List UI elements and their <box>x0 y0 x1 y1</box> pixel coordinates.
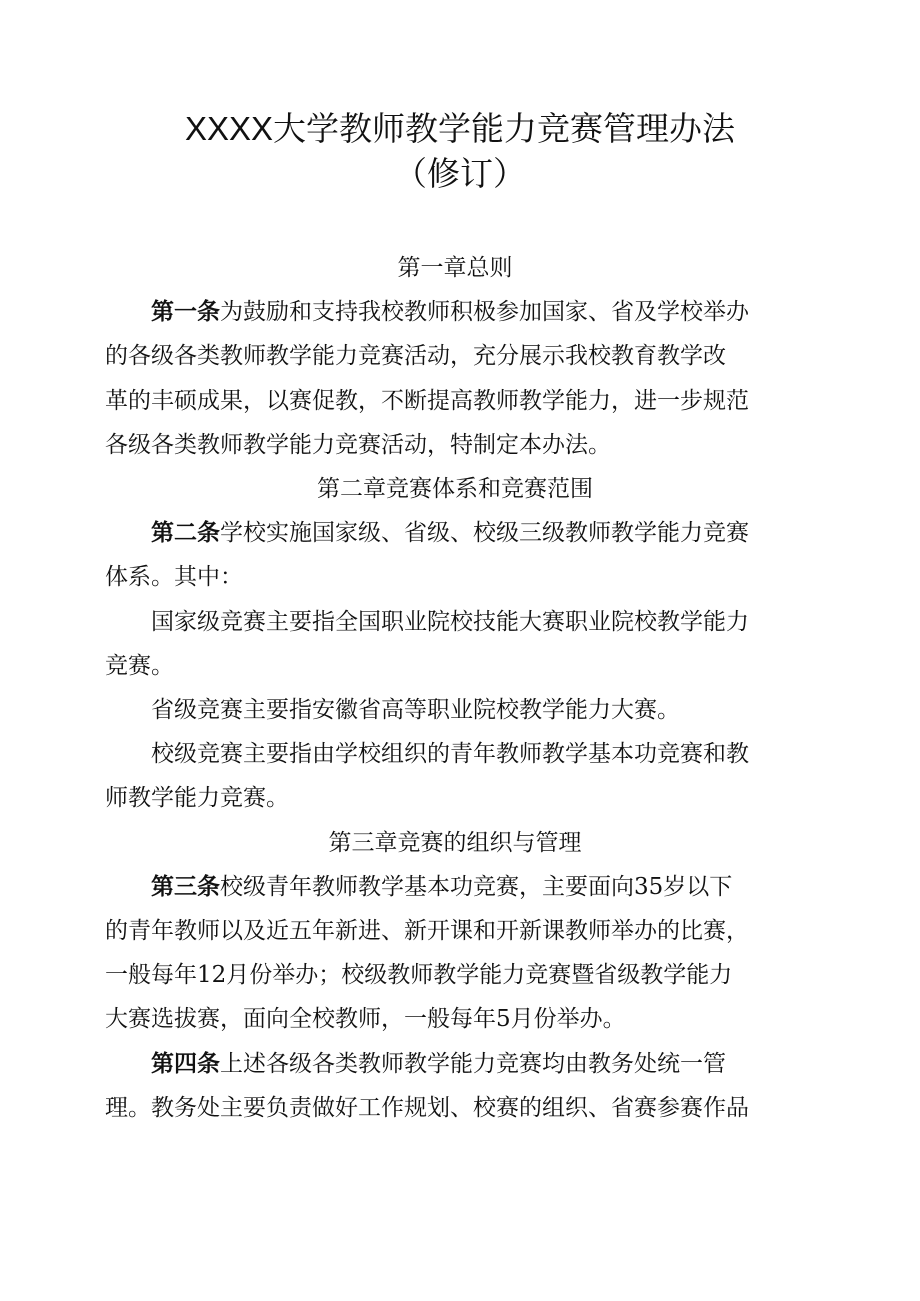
document-subtitle: （修订） <box>394 155 526 192</box>
article-label: 第四条 <box>151 1050 220 1077</box>
chapter-heading-1: 第一章总则 <box>397 255 513 281</box>
article-1 <box>105 290 805 334</box>
document-body <box>105 246 805 1130</box>
article-label: 第二条 <box>151 520 220 547</box>
document-title: XXXX大学教师教学能力竞赛管理办法 <box>184 110 736 147</box>
paragraph-text: 竞赛。 <box>105 652 174 679</box>
article-label: 第三条 <box>151 873 220 900</box>
article-2 <box>105 511 805 555</box>
article-4 <box>105 1042 805 1086</box>
article-text: 体系。其中： <box>105 564 243 591</box>
article-text: 大赛选拔赛，面向全校教师，一般每年5月份举办。 <box>105 1006 626 1033</box>
article-text: 各级各类教师教学能力竞赛活动，特制定本办法。 <box>105 431 611 458</box>
article-3 <box>105 865 805 909</box>
paragraph-provincial <box>105 688 805 732</box>
chapter-heading-3: 第三章竞赛的组织与管理 <box>328 829 582 856</box>
article-text: 革的丰硕成果，以赛促教，不断提高教师教学能力，进一步规范 <box>105 387 749 414</box>
paragraph-text: 校级竞赛主要指由学校组织的青年教师教学基本功竞赛和教 <box>151 741 749 768</box>
article-text: 的各级各类教师教学能力竞赛活动，充分展示我校教育教学改 <box>105 343 726 370</box>
paragraph-national <box>105 600 805 644</box>
paragraph-school <box>105 732 805 776</box>
paragraph-text: 师教学能力竞赛。 <box>105 785 289 812</box>
article-text: 校级青年教师教学基本功竞赛，主要面向35岁以下 <box>220 873 733 900</box>
article-text: 学校实施国家级、省级、校级三级教师教学能力竞赛 <box>220 520 749 547</box>
article-label: 第一条 <box>151 299 220 326</box>
paragraph-text: 国家级竞赛主要指全国职业院校技能大赛职业院校教学能力 <box>151 608 749 635</box>
article-text: 理。教务处主要负责做好工作规划、校赛的组织、省赛参赛作品 <box>105 1094 749 1121</box>
paragraph-text: 省级竞赛主要指安徽省高等职业院校教学能力大赛。 <box>151 697 680 724</box>
article-text: 的青年教师以及近五年新进、新开课和开新课教师举办的比赛， <box>105 918 749 945</box>
article-text: 为鼓励和支持我校教师积极参加国家、省及学校举办 <box>220 299 749 326</box>
article-text: 一般每年12月份举办；校级教师教学能力竞赛暨省级教学能力 <box>105 962 733 989</box>
article-text: 上述各级各类教师教学能力竞赛均由教务处统一管 <box>220 1050 726 1077</box>
chapter-heading-2: 第二章竞赛体系和竞赛范围 <box>317 476 593 503</box>
